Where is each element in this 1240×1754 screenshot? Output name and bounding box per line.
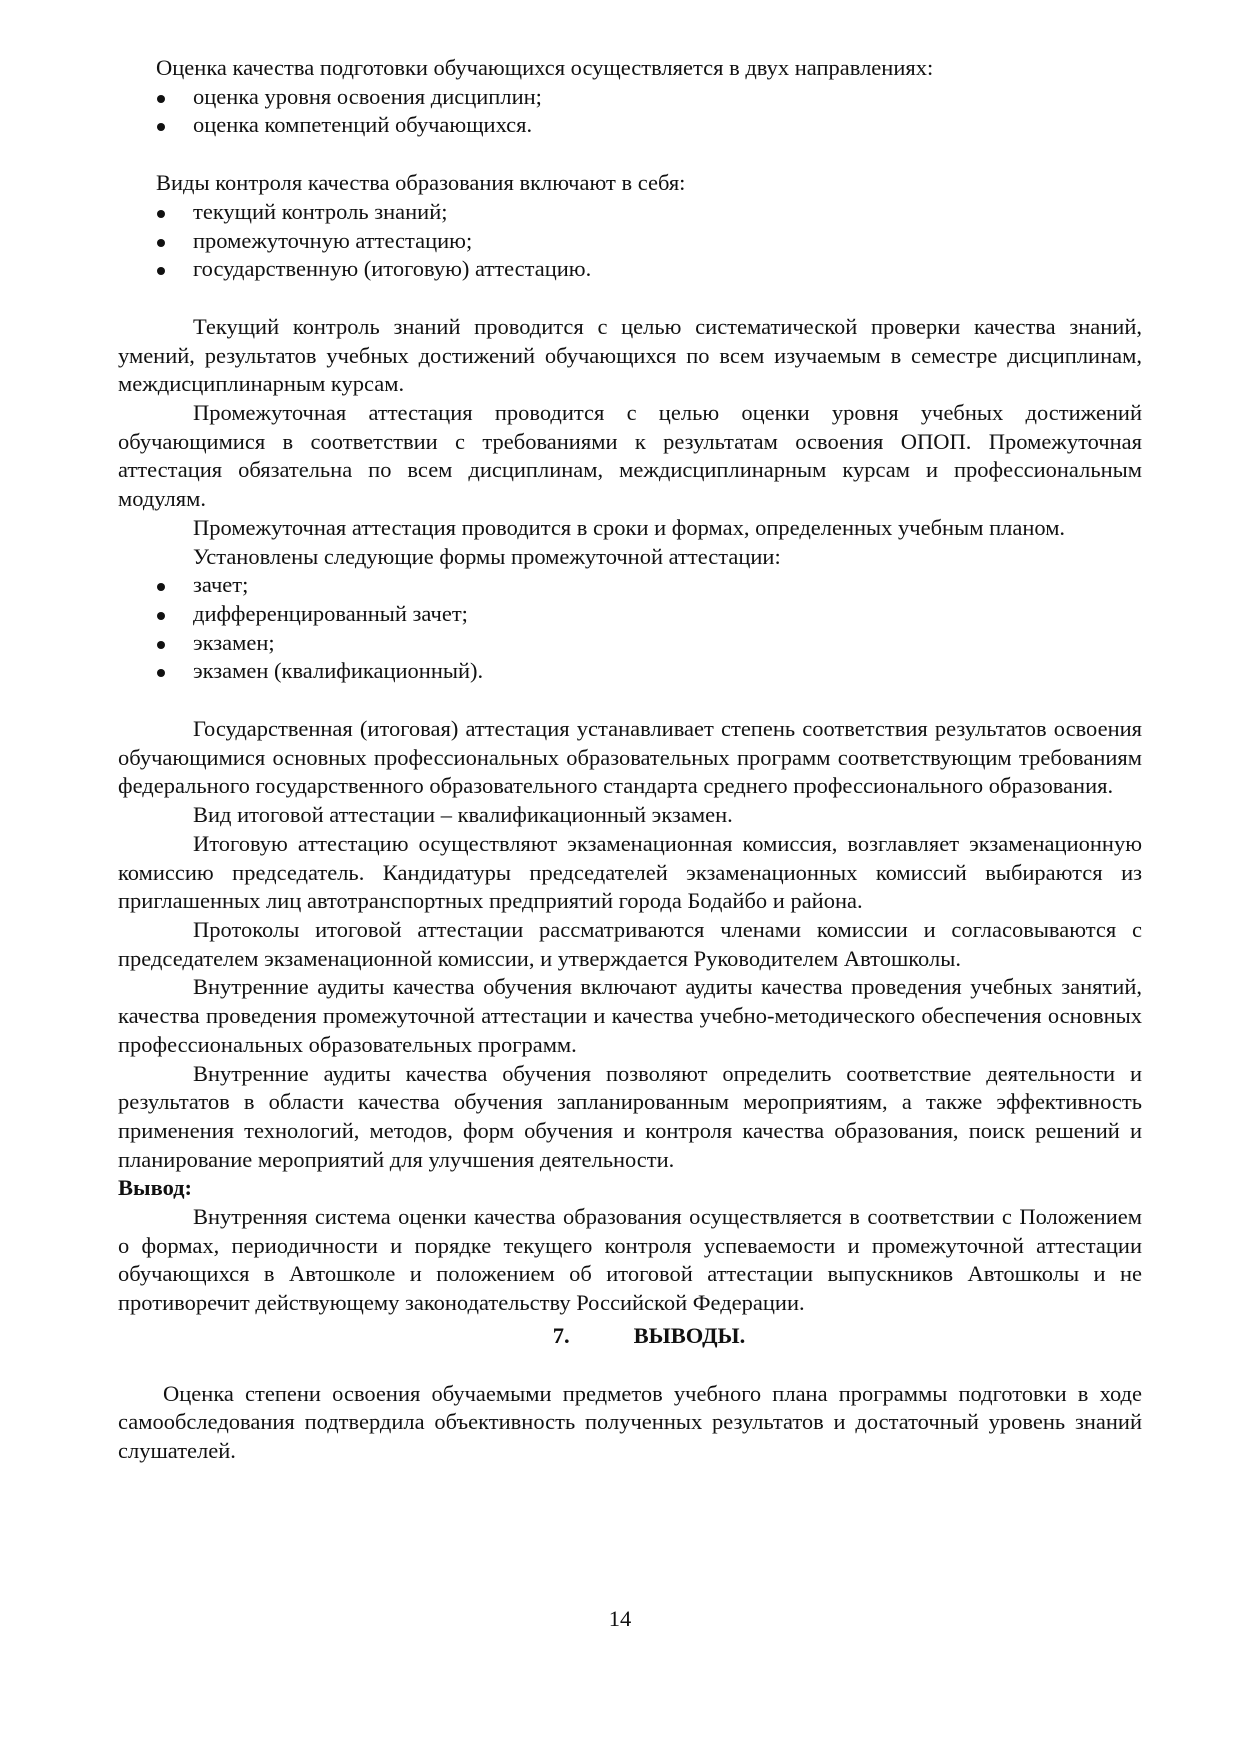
interim-paragraph-1: Промежуточная аттестация проводится с целью оценки уровня учебных достижений обучающимися в соответствии с требованиями к результатам освоения ОПОП. Промежуточная аттестация обязательна по всем дисциплинам, междисциплинарным курсам и профессиональным модулям. <box>118 400 1142 512</box>
document-page <box>118 54 1142 1466</box>
bullet-icon <box>157 123 165 131</box>
state-attestation-paragraph-1: Государственная (итоговая) аттестация устанавливает степень соответствия результатов освоения обучающимися основных профессиональных образовательных программ соответствующим требованиям федерального государственного образовательного стандарта среднего профессионального образования. <box>118 716 1142 799</box>
list-item: текущий контроль знаний; <box>118 198 1142 227</box>
list-item: государственную (итоговую) аттестацию. <box>118 255 1142 284</box>
forms-intro: Установлены следующие формы промежуточной аттестации: <box>193 543 781 569</box>
bullet-icon <box>157 95 165 103</box>
conclusion-label: Вывод: <box>118 1175 193 1201</box>
bullet-icon <box>157 669 165 677</box>
state-attestation-paragraph-2: Вид итоговой аттестации – квалификационный экзамен. <box>193 802 733 828</box>
page-number: 14 <box>608 1606 632 1631</box>
bullet-icon <box>157 583 165 591</box>
final-paragraph: Оценка степени освоения обучаемыми предметов учебного плана программы подготовки в ходе самообследования подтвердила объективность полученных результатов и достаточный уровень знаний слушателей. <box>118 1380 1142 1463</box>
list-item: экзамен; <box>118 629 1142 658</box>
assessment-list <box>118 83 1142 140</box>
list-item: оценка компетенций обучающихся. <box>118 111 1142 140</box>
control-intro: Виды контроля качества образования включают в себя: <box>156 170 686 196</box>
current-control-paragraph: Текущий контроль знаний проводится с целью систематической проверки качества знаний, умений, результатов учебных достижений обучающихся по всем изучаемым в семестре дисциплинам, междисциплинарным курсам. <box>118 313 1142 397</box>
section-title: ВЫВОДЫ. <box>633 1322 746 1348</box>
interim-paragraph-2: Промежуточная аттестация проводится в сроки и формах, определенных учебным планом. <box>193 514 1066 540</box>
bullet-icon <box>157 239 165 247</box>
assessment-intro: Оценка качества подготовки обучающихся осуществляется в двух направлениях: <box>156 55 934 80</box>
audit-paragraph-2: Внутренние аудиты качества обучения позволяют определить соответствие деятельности и результатов в области качества обучения запланированным мероприятиям, а также эффективность применения технологий, методов, форм обучения и контроля качества образования, поиск решений и планирование мероприятий для улучшения деятельности. <box>118 1060 1142 1172</box>
state-attestation-paragraph-3: Итоговую аттестацию осуществляют экзаменационная комиссия, возглавляет экзаменационную комиссию председатель. Кандидатуры председателей экзаменационных комиссий выбираются из приглашенных лиц автотранспортных предприятий города Бодайбо и района. <box>118 830 1142 914</box>
forms-list <box>118 571 1142 686</box>
bullet-icon <box>157 641 165 649</box>
control-list <box>118 198 1142 284</box>
bullet-icon <box>157 210 165 218</box>
list-item: зачет; <box>118 571 1142 600</box>
list-item: промежуточную аттестацию; <box>118 227 1142 256</box>
audit-paragraph-1: Внутренние аудиты качества обучения включают аудиты качества проведения учебных занятий, качества проведения промежуточной аттестации и качества учебно-методического обеспечения основных профессиональных образовательных программ. <box>118 974 1142 1057</box>
section-heading <box>118 1322 1142 1351</box>
section-number: 7. <box>552 1322 570 1348</box>
list-item: оценка уровня освоения дисциплин; <box>118 83 1142 112</box>
list-item: дифференцированный зачет; <box>118 600 1142 629</box>
conclusion-paragraph: Внутренняя система оценки качества образования осуществляется в соответствии с Положением о формах, периодичности и порядке текущего контроля успеваемости и промежуточной аттестации обучающихся в Автошколе и положением об итоговой аттестации выпускников Автошколы и не противоречит действующему законодательству Российской Федерации. <box>118 1204 1142 1316</box>
state-attestation-paragraph-4: Протоколы итоговой аттестации рассматриваются членами комиссии и согласовываются с председателем экзаменационной комиссии, и утверждается Руководителем Автошколы. <box>118 916 1142 971</box>
list-item: экзамен (квалификационный). <box>118 657 1142 686</box>
bullet-icon <box>157 612 165 620</box>
bullet-icon <box>157 267 165 275</box>
